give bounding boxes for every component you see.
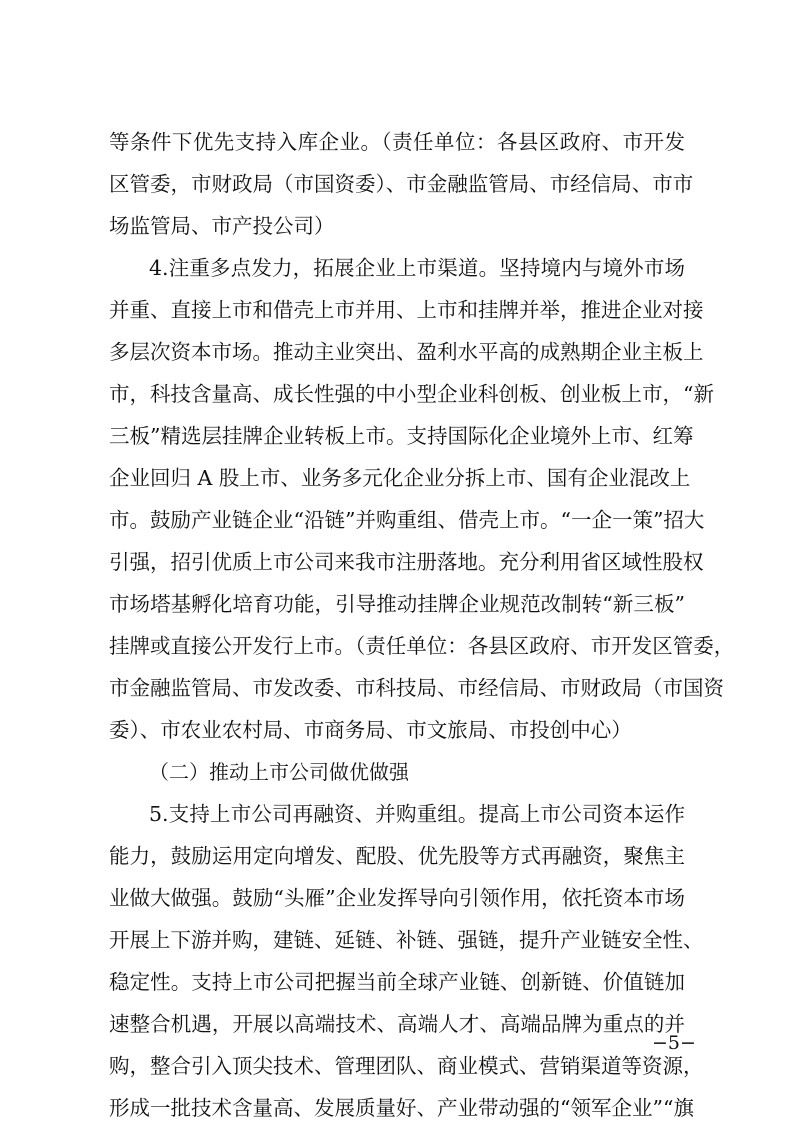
paragraph-line: 4.注重多点发力，拓展企业上市渠道。坚持境内与境外市场 <box>149 256 685 280</box>
paragraph-line: 委）、市农业农村局、市商务局、市文旅局、市投创中心） <box>109 718 632 742</box>
paragraph-line: 形成一批技术含量高、发展质量好、产业带动强的“领军企业”“旗 <box>109 1096 694 1120</box>
paragraph-line: 业做大做强。鼓励“头雁”企业发挥导向引领作用，依托资本市场 <box>109 886 685 910</box>
paragraph-line: 引强，招引优质上市公司来我市注册落地。充分利用省区域性股权 <box>109 550 704 574</box>
paragraph-line: 企业回归 A 股上市、业务多元化企业分拆上市、国有企业混改上 <box>109 466 691 490</box>
paragraph-line: 等条件下优先支持入库企业。（责任单位：各县区政府、市开发 <box>109 130 685 154</box>
paragraph-line: 速整合机遇，开展以高端技术、高端人才、高端品牌为重点的并 <box>109 1012 685 1036</box>
paragraph-line: 5.支持上市公司再融资、并购重组。提高上市公司资本运作 <box>149 802 685 826</box>
paragraph-line: 区管委，市财政局（市国资委）、市金融监管局、市经信局、市市 <box>109 172 694 196</box>
paragraph-line: 场监管局、市产投公司） <box>109 214 335 238</box>
paragraph-line: 多层次资本市场。推动主业突出、盈利水平高的成熟期企业主板上 <box>109 340 704 364</box>
paragraph-line: 稳定性。支持上市公司把握当前全球产业链、创新链、价值链加 <box>109 970 685 994</box>
paragraph-line: 能力，鼓励运用定向增发、配股、优先股等方式再融资，聚焦主 <box>109 844 685 868</box>
paragraph-line: 市，科技含量高、成长性强的中小型企业科创板、创业板上市，“新 <box>109 382 714 406</box>
paragraph-line: 开展上下游并购，建链、延链、补链、强链，提升产业链安全性、 <box>109 928 704 952</box>
paragraph-line: 购，整合引入顶尖技术、管理团队、商业模式、营销渠道等资源， <box>109 1054 704 1078</box>
paragraph-line: 市金融监管局、市发改委、市科技局、市经信局、市财政局（市国资 <box>109 676 724 700</box>
paragraph-line: 三板”精选层挂牌企业转板上市。支持国际化企业境外上市、红筹 <box>109 424 694 448</box>
section-heading: （二）推动上市公司做优做强 <box>149 760 409 784</box>
paragraph-line: 市场塔基孵化培育功能，引导推动挂牌企业规范改制转“新三板” <box>109 592 685 616</box>
paragraph-line: 并重、直接上市和借壳上市并用、上市和挂牌并举，推进企业对接 <box>109 298 704 322</box>
paragraph-line: 挂牌或直接公开发行上市。（责任单位：各县区政府、市开发区管委， <box>109 634 735 658</box>
paragraph-line: 市。鼓励产业链企业“沿链”并购重组、借壳上市。“一企一策”招大 <box>109 508 705 532</box>
page-number: −5− <box>652 1032 696 1054</box>
